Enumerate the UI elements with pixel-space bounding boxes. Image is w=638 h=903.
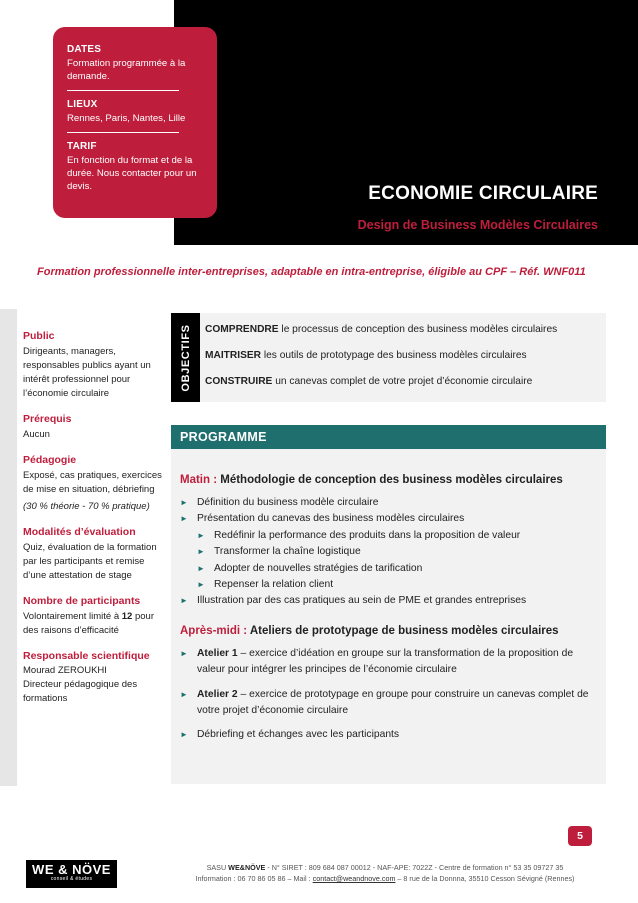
objectives-list: [200, 313, 606, 402]
arrow-right-icon: ►: [197, 563, 205, 573]
responsable-role: Directeur pédagogique des formations: [23, 679, 138, 704]
public-block: [23, 330, 165, 401]
logo-name: WE & NÖVE: [32, 862, 111, 877]
afternoon-title: Ateliers de prototypage de business modèles circulaires: [249, 624, 559, 637]
header-band: [174, 0, 638, 245]
tarif-title: TARIF: [67, 141, 97, 152]
list-item-text: – exercice de prototypage en groupe pour construire un canevas complet de votre projet d’économie circulaire: [197, 688, 589, 717]
list-item-text: Présentation du canevas des business modèles circulaires: [197, 513, 465, 525]
page-subtitle: Design de Business Modèles Circulaires: [357, 218, 598, 232]
arrow-right-icon: ►: [180, 730, 188, 740]
list-item-text: Repenser la relation client: [214, 579, 334, 591]
evaluation-title: Modalités d’évaluation: [23, 526, 136, 538]
prerequis-title: Prérequis: [23, 413, 72, 425]
footer-prefix: SASU: [206, 863, 229, 872]
pedagogie-text: Exposé, cas pratiques, exercices de mise en situation, débriefing: [23, 470, 162, 495]
morning-heading: [180, 474, 606, 486]
list-item-text: Illustration par des cas pratiques au sein de PME et grandes entreprises: [197, 595, 527, 607]
dates-title: DATES: [67, 44, 102, 55]
programme-content: [171, 449, 606, 784]
responsable-name: Mourad ZEROUKHI: [23, 665, 107, 676]
footer-line-2: [140, 873, 630, 884]
logo-tagline: conseil & études: [50, 876, 93, 882]
objective-verb: CONSTRUIRE: [205, 376, 273, 387]
arrow-right-icon: ►: [197, 547, 205, 557]
evaluation-text: Quiz, évaluation de la formation par les participants et remise d’une attestation de stage: [23, 542, 157, 581]
list-item-text: Définition du business modèle circulaire: [197, 497, 379, 508]
objective-verb: COMPRENDRE: [205, 324, 279, 335]
afternoon-heading: [180, 625, 606, 637]
list-item-text: Adopter de nouvelles stratégies de tarification: [214, 562, 423, 574]
list-item: [180, 646, 600, 679]
footer-line2-b: – 8 rue de la Donnna, 35510 Cesson Sévigné (Rennes): [395, 874, 575, 883]
arrow-right-icon: ►: [197, 530, 205, 540]
list-item: [180, 561, 606, 577]
list-item: [180, 544, 606, 560]
list-item: [180, 528, 606, 544]
pedagogie-title: Pédagogie: [23, 454, 77, 466]
objective-verb: MAITRISER: [205, 350, 262, 361]
left-sidebar-strip: [0, 309, 17, 786]
list-item-text: Débriefing et échanges avec les participants: [197, 729, 400, 741]
objective-text: le processus de conception des business modèles circulaires: [278, 324, 558, 335]
objective-item: [205, 324, 606, 350]
objective-text: les outils de prototypage des business modèles circulaires: [261, 350, 527, 361]
participants-title: Nombre de participants: [23, 595, 141, 607]
public-text: Dirigeants, managers, responsables publics ayant un intérêt professionnel pour l’économie circulaire: [23, 346, 151, 399]
arrow-right-icon: ►: [180, 689, 188, 699]
evaluation-block: [23, 526, 165, 583]
participants-text: [23, 610, 165, 638]
left-column: [23, 330, 165, 718]
tarif-text: En fonction du format et de la durée. Nous contacter pour un devis.: [67, 155, 197, 192]
responsable-title: Responsable scientifique: [23, 650, 150, 662]
info-card: [53, 27, 217, 218]
lieux-title: LIEUX: [67, 99, 98, 110]
afternoon-label: Après-midi :: [180, 624, 250, 637]
programme-header: PROGRAMME: [171, 425, 606, 449]
objectives-tab: [171, 313, 200, 402]
page-number: 5: [568, 826, 592, 846]
objectives-label: OBJECTIFS: [179, 323, 192, 392]
arrow-right-icon: ►: [197, 580, 205, 590]
footer-line-1: [140, 862, 630, 873]
footer-line1-rest: - N° SIRET : 809 684 087 00012 - NAF-APE: 7022Z - Centre de formation n° 53 35 09727 35: [265, 863, 564, 872]
page-title: ECONOMIE CIRCULAIRE: [368, 183, 598, 204]
lieux-text: Rennes, Paris, Nantes, Lille: [67, 113, 186, 124]
list-item: [180, 495, 606, 511]
list-item: [180, 577, 606, 593]
arrow-right-icon: ►: [180, 648, 188, 658]
participants-text-a: Volontairement limité à: [23, 611, 122, 622]
objective-item: [205, 350, 606, 376]
responsable-block: [23, 650, 165, 706]
atelier-label: Atelier 1: [197, 647, 238, 659]
list-item-text: Transformer la chaîne logistique: [214, 546, 361, 558]
pedagogie-block: [23, 454, 165, 514]
arrow-right-icon: ►: [180, 596, 188, 606]
prerequis-block: [23, 413, 165, 442]
arrow-right-icon: ►: [180, 514, 188, 524]
arrow-right-icon: ►: [180, 498, 188, 507]
objective-item: [205, 376, 606, 402]
list-item-text: Redéfinir la performance des produits dans la proposition de valeur: [214, 529, 521, 541]
divider: [67, 132, 179, 133]
participants-count: 12: [121, 611, 133, 622]
participants-block: [23, 595, 165, 638]
list-item-text: – exercice d’idéation en groupe sur la transformation de la proposition de valeur pour intégrer les principes de l’économie circulaire: [197, 647, 574, 676]
footer-email-link[interactable]: contact@weandnove.com: [312, 874, 396, 883]
footer-company: WE&NÖVE: [228, 863, 266, 872]
morning-label: Matin :: [180, 474, 221, 486]
morning-title: Méthodologie de conception des business modèles circulaires: [220, 474, 563, 486]
divider: [67, 90, 179, 91]
pedagogie-ratio: (30 % théorie - 70 % pratique): [23, 501, 150, 512]
public-title: Public: [23, 330, 55, 342]
list-item: [180, 727, 606, 743]
list-item: [180, 511, 606, 527]
footer-line2-a: Information : 06 70 86 05 86 – Mail :: [195, 874, 313, 883]
prerequis-text: Aucun: [23, 429, 50, 440]
company-logo: [26, 860, 117, 888]
list-item: [180, 593, 606, 609]
participants-text-b: pour des raisons d’efficacité: [23, 611, 154, 636]
objective-text: un canevas complet de votre projet d’économie circulaire: [272, 376, 533, 387]
dates-text: Formation programmée à la demande.: [67, 58, 186, 82]
list-item: [180, 687, 600, 720]
footer: [140, 862, 630, 884]
atelier-label: Atelier 2: [197, 688, 238, 700]
tagline: Formation professionnelle inter-entreprises, adaptable en intra-entreprise, éligible au CPF – Réf. WNF011: [37, 266, 586, 278]
